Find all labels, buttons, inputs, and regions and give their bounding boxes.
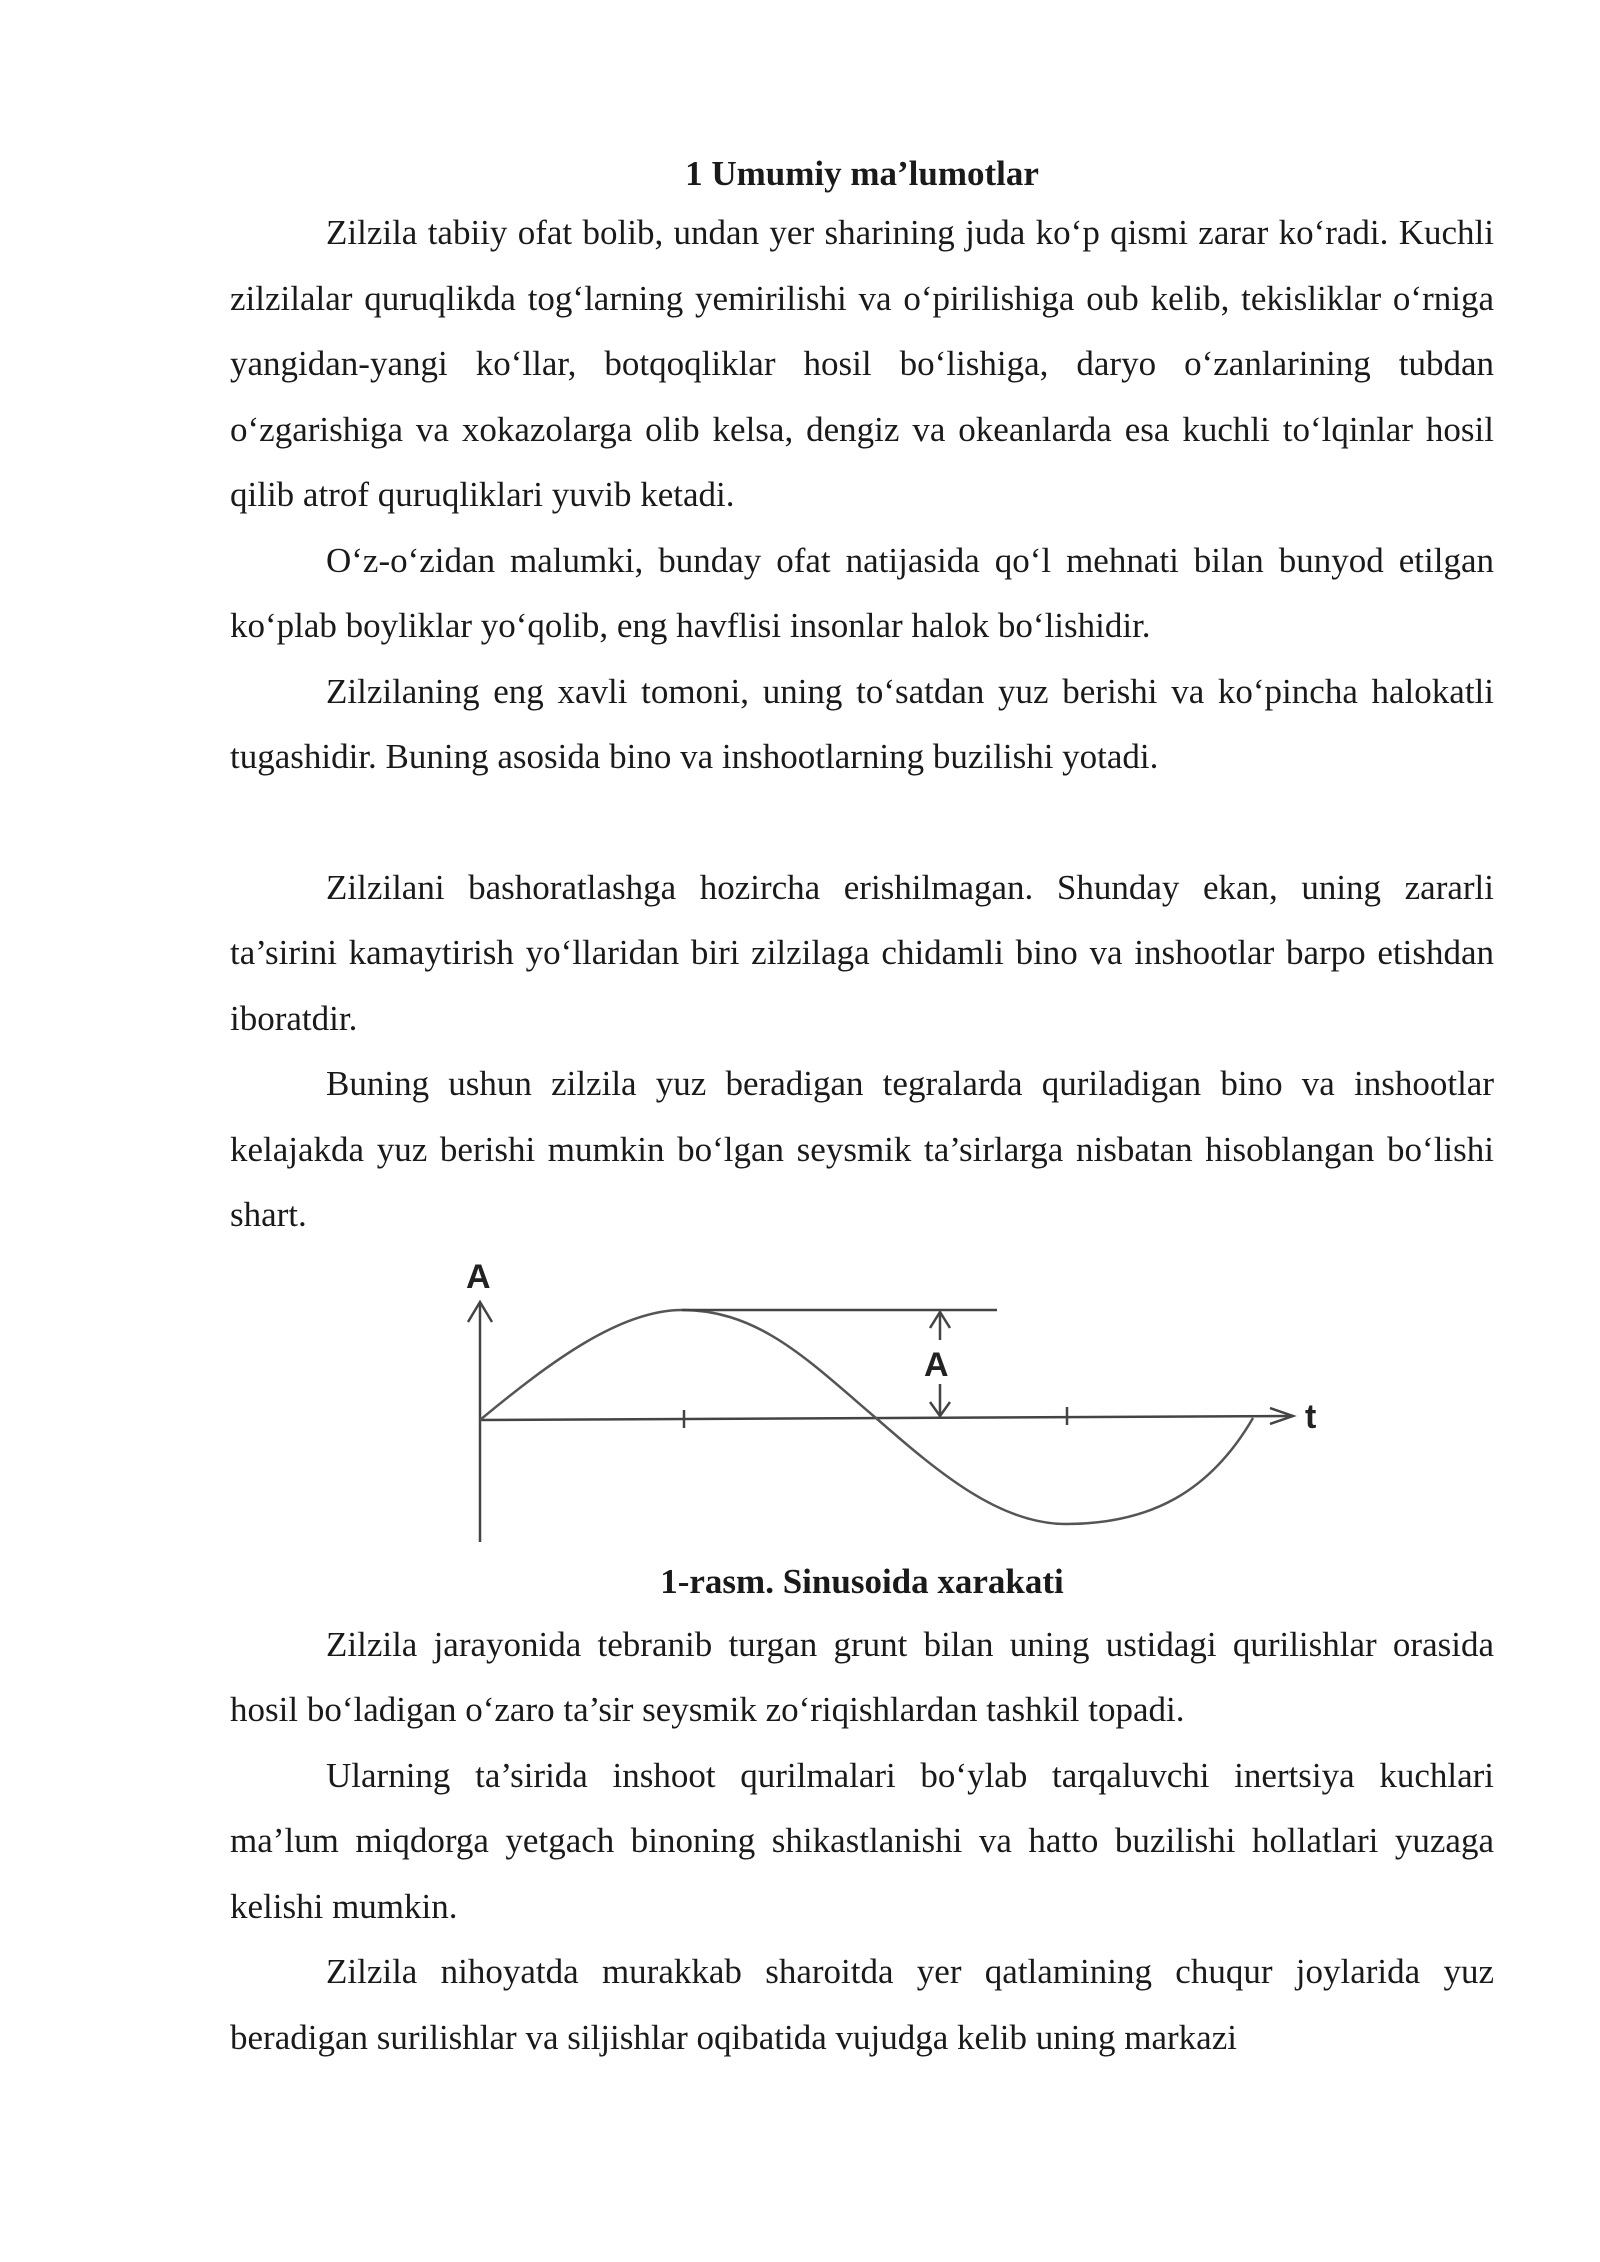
paragraph: Zilzilani bashoratlashga hozircha erishilmagan. Shunday ekan, uning zararli ta’sirini kamaytirish yo‘llaridan biri zilzilaga chidamli bino va inshootlar barpo etishdan iboratdir.	[230, 867, 1494, 1038]
sinusoid-figure	[230, 1252, 1494, 1552]
paragraph: Zilzila tabiiy ofat bolib, undan yer sharining juda ko‘p qismi zarar ko‘radi. Kuchli zilzilalar quruqlikda tog‘larning yemirilishi va o‘pirilishiga oub kelib, tekisliklar o‘rniga yangidan-yangi ko‘llar, botqoqliklar hosil bo‘lishiga, daryo o‘zanlarining tubdan o‘zgarishiga va xokazolarga olib kelsa, dengiz va okeanlarda esa kuchli to‘lqinlar hosil qilib atrof quruqliklari yuvib ketadi.	[230, 213, 1494, 514]
paragraph: Zilzila jarayonida tebranib turgan grunt bilan uning ustidagi qurilishlar orasida hosil bo‘ladigan o‘zaro ta’sir seysmik zo‘riqishlardan tashkil topadi.	[230, 1624, 1494, 1729]
paragraph: Zilzilaning eng xavli tomoni, uning to‘satdan yuz berishi va ko‘pincha halokatli tugashidir. Buning asosida bino va inshootlarning buzilishi yotadi.	[230, 671, 1494, 776]
t-axis-label: t	[1305, 1397, 1317, 1436]
t-axis-line	[480, 1416, 1293, 1420]
figure-caption: 1-rasm. Sinusoida xarakati	[660, 1561, 1064, 1601]
sinusoid-diagram	[230, 1252, 1494, 1552]
amplitude-label: A	[924, 1345, 949, 1384]
paragraph: Zilzila nihoyatda murakkab sharoitda yer qatlamining chuqur joylarida yuz beradigan surilishlar va siljishlar oqibatida vujudga kelib uning markazi	[230, 1952, 1494, 2057]
section-heading: 1 Umumiy ma’lumotlar	[685, 154, 1039, 193]
blank-line	[230, 790, 1494, 855]
y-axis-label: A	[466, 1257, 491, 1296]
paragraph: Buning ushun zilzila yuz beradigan tegralarda quriladigan bino va inshootlar kelajakda yuz berishi mumkin bo‘lgan seysmik ta’sirlarga nisbatan hisoblangan bo‘lishi shart.	[230, 1064, 1494, 1234]
document-page	[230, 150, 1494, 2070]
paragraph: Ularning ta’sirida inshoot qurilmalari bo‘ylab tarqaluvchi inertsiya kuchlari ma’lum miqdorga yetgach binoning shikastlanishi va hatto buzilishi hollatlari yuzaga kelishi mumkin.	[230, 1755, 1494, 1926]
paragraph: O‘z-o‘zidan malumki, bunday ofat natijasida qo‘l mehnati bilan bunyod etilgan ko‘plab boyliklar yo‘qolib, eng havflisi insonlar halok bo‘lishidir.	[230, 540, 1494, 645]
